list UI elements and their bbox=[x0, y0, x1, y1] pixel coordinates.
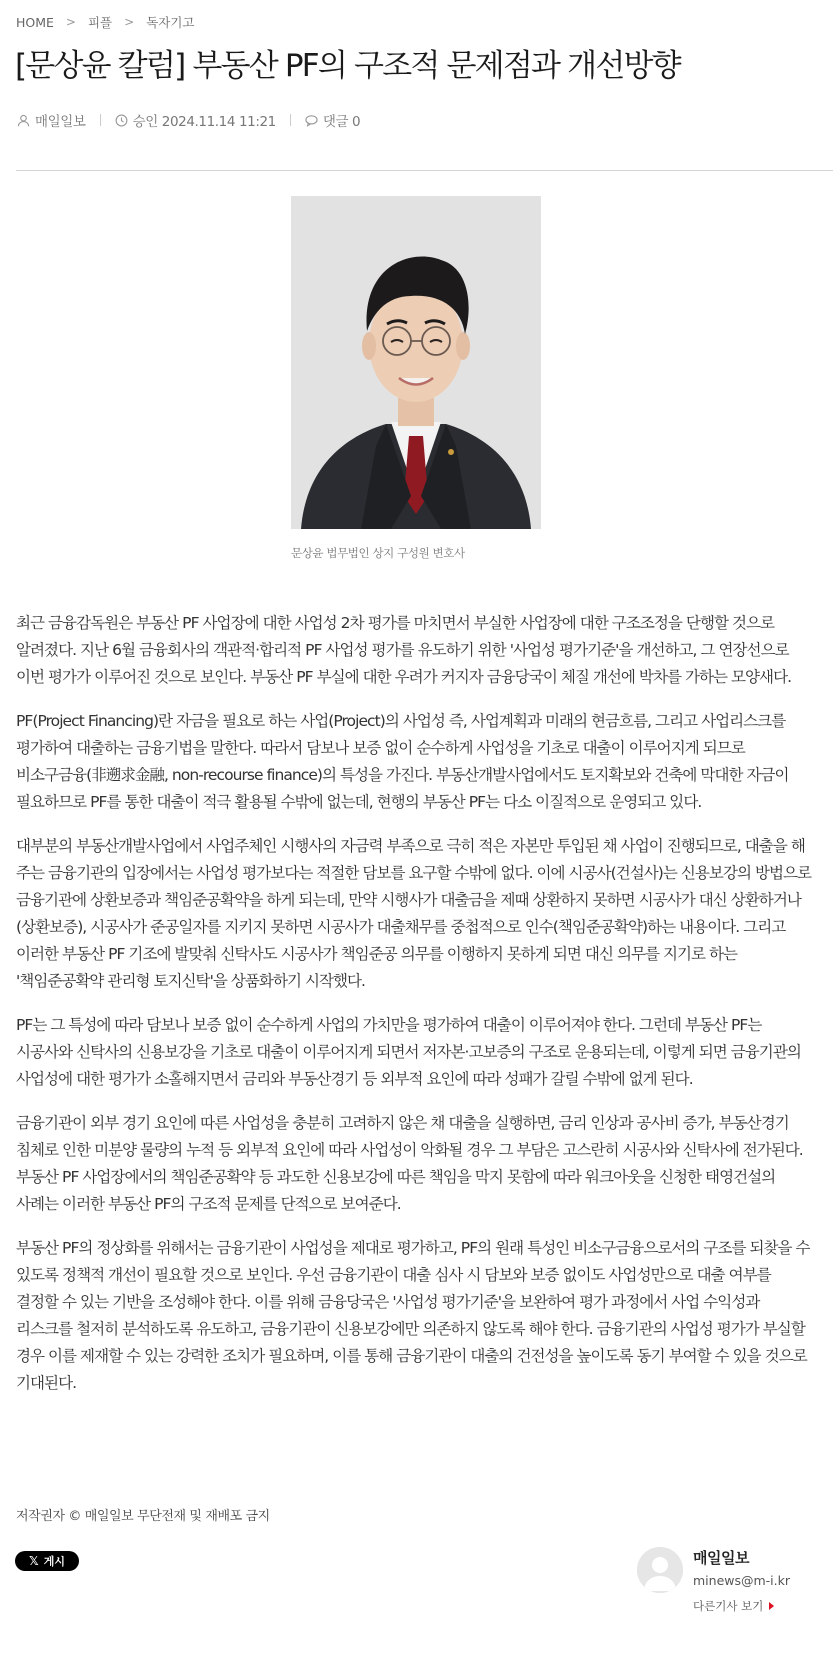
article-meta bbox=[17, 110, 360, 130]
meta-author bbox=[17, 110, 86, 130]
meta-approved-text: 승인 2024.11.14 11:21 bbox=[132, 114, 276, 130]
author-photo bbox=[291, 196, 541, 529]
photo-caption: 문상윤 법무법인 상지 구성원 변호사 bbox=[291, 546, 465, 560]
user-icon bbox=[17, 114, 30, 127]
comment-icon bbox=[305, 114, 318, 127]
header-divider bbox=[16, 170, 833, 171]
caret-right-icon bbox=[769, 1602, 774, 1610]
breadcrumb-home[interactable]: HOME bbox=[16, 14, 54, 30]
article-paragraph: 부동산 PF의 정상화를 위해서는 금융기관이 사업성을 제대로 평가하고, PF의 원래 특성인 비소구금융으로서의 구조를 되찾을 수 있도록 정책적 개선이 필요할 것으로 보인다. 우선 금융기관이 대출 심사 시 담보와 보증 없이도 사업성만으로 대출 여부를 결정할 수 있는 기반을 조성해야 한다. 이를 위해 금융당국은 '사업성 평가기준'을 보완하여 평가 과정에서 사업 수익성과 리스크를 철저히 분석하도록 유도하고, 금융기관이 신용보강에만 의존하지 않도록 해야 한다. 금융기관의 사업성 평가가 부실할 경우 이를 제재할 수 있는 강력한 조치가 필요하며, 이를 통해 금융기관이 대출의 건전성을 높이도록 동기 부여할 수 있을 것으로 기대된다. bbox=[16, 1239, 810, 1392]
x-logo-icon: 𝕏 bbox=[29, 1554, 39, 1568]
article-paragraph: PF(Project Financing)란 자금을 필요로 하는 사업(Project)의 사업성 즉, 사업계획과 미래의 현금흐름, 그리고 사업리스크를 평가하여 대출하는 금융기법을 말한다. 따라서 담보나 보증 없이 순수하게 사업성을 기초로 대출이 이루어지게 되므로 비소구금융(非遡求金融, non-recourse finance)의 특성을 가진다. 부동산개발사업에서도 토지확보와 건축에 막대한 자금이 필요하므로 PF를 통한 대출이 적극 활용될 수밖에 없는데, 현행의 부동산 PF는 다소 이질적으로 운영되고 있다. bbox=[16, 712, 789, 811]
chevron-right-icon: > bbox=[124, 15, 135, 29]
meta-divider bbox=[290, 114, 291, 126]
meta-author-name: 매일일보 bbox=[35, 114, 86, 130]
portrait-image bbox=[291, 196, 541, 529]
article-paragraph: 금융기관이 외부 경기 요인에 따른 사업성을 충분히 고려하지 않은 채 대출을 실행하면, 금리 인상과 공사비 증가, 부동산경기 침체로 인한 미분양 물량의 누적 등 외부적 요인에 따라 사업성이 악화될 경우 그 부담은 고스란히 시공사와 신탁사에 전가된다. 부동산 PF 사업장에서의 책임준공확약 등 과도한 신용보강에 따른 책임을 막지 못함에 따라 워크아웃을 신청한 태영건설의 사례는 이러한 부동산 PF의 구조적 문제를 단적으로 보여준다. bbox=[16, 1114, 803, 1213]
breadcrumb-section[interactable]: 피플 bbox=[87, 15, 113, 30]
more-articles-link[interactable] bbox=[693, 1598, 774, 1614]
breadcrumb-subsection[interactable]: 독자기고 bbox=[146, 15, 195, 30]
more-articles-label: 다른기사 보기 bbox=[693, 1599, 764, 1613]
article-title: [문상윤 칼럼] 부동산 PF의 구조적 문제점과 개선방향 bbox=[15, 48, 680, 84]
x-share-button[interactable] bbox=[15, 1551, 79, 1571]
copyright-notice: 저작권자 © 매일일보 무단전재 및 재배포 금지 bbox=[16, 1509, 270, 1524]
meta-approved bbox=[115, 110, 276, 130]
meta-comments-text: 댓글 0 bbox=[322, 114, 361, 130]
article-paragraph: 최근 금융감독원은 부동산 PF 사업장에 대한 사업성 2차 평가를 마치면서 부실한 사업장에 대한 구조조정을 단행할 것으로 알려졌다. 지난 6월 금융회사의 객관적·합리적 PF 사업성 평가를 유도하기 위한 '사업성 평가기준'을 개선하고, 그 연장선으로 이번 평가가 이루어진 것으로 보인다. 부동산 PF 부실에 대한 우려가 커지자 금융당국이 체질 개선에 박차를 가하는 모양새다. bbox=[16, 614, 792, 686]
reporter-email[interactable]: minews@m-i.kr bbox=[693, 1573, 791, 1588]
meta-comments[interactable] bbox=[305, 110, 360, 130]
article-paragraph: PF는 그 특성에 따라 담보나 보증 없이 순수하게 사업의 가치만을 평가하여 대출이 이루어져야 한다. 그런데 부동산 PF는 시공사와 신탁사의 신용보강을 기초로 대출이 이루어지게 되면서 저자본·고보증의 구조로 운용되는데, 이렇게 되면 금융기관의 사업성에 대한 평가가 소홀해지면서 금리와 부동산경기 등 외부적 요인에 따라 성패가 갈릴 수밖에 없게 된다. bbox=[16, 1016, 801, 1088]
chevron-right-icon: > bbox=[65, 15, 76, 29]
article-paragraph: 대부분의 부동산개발사업에서 사업주체인 시행사의 자금력 부족으로 극히 적은 자본만 투입된 채 사업이 진행되므로, 대출을 해 주는 금융기관의 입장에서는 사업성 평가보다는 적절한 담보를 요구할 수밖에 없다. 이에 시공사(건설사)는 신용보강의 방법으로 금융기관에 상환보증과 책임준공확약을 하게 되는데, 만약 시행사가 대출금을 제때 상환하지 못하면 시공사가 대신 상환하거나(상환보증), 시공사가 준공일자를 지키지 못하면 시공사가 대출채무를 중첩적으로 인수(책임준공확약)하는 내용이다. 그리고 이러한 부동산 PF 기조에 발맞춰 신탁사도 시공사가 책임준공 의무를 이행하지 못하게 되면 대신 의무를 지기로 하는 '책임준공확약 관리형 토지신탁'을 상품화하기 시작했다. bbox=[16, 837, 812, 990]
user-avatar-icon bbox=[637, 1547, 683, 1593]
breadcrumb bbox=[16, 13, 195, 31]
x-share-label: 게시 bbox=[43, 1555, 65, 1568]
reporter-name: 매일일보 bbox=[693, 1549, 749, 1567]
meta-divider bbox=[100, 114, 101, 126]
clock-icon bbox=[115, 114, 128, 127]
avatar bbox=[637, 1547, 683, 1593]
article-body bbox=[16, 610, 816, 1414]
reporter-card bbox=[637, 1547, 827, 1617]
